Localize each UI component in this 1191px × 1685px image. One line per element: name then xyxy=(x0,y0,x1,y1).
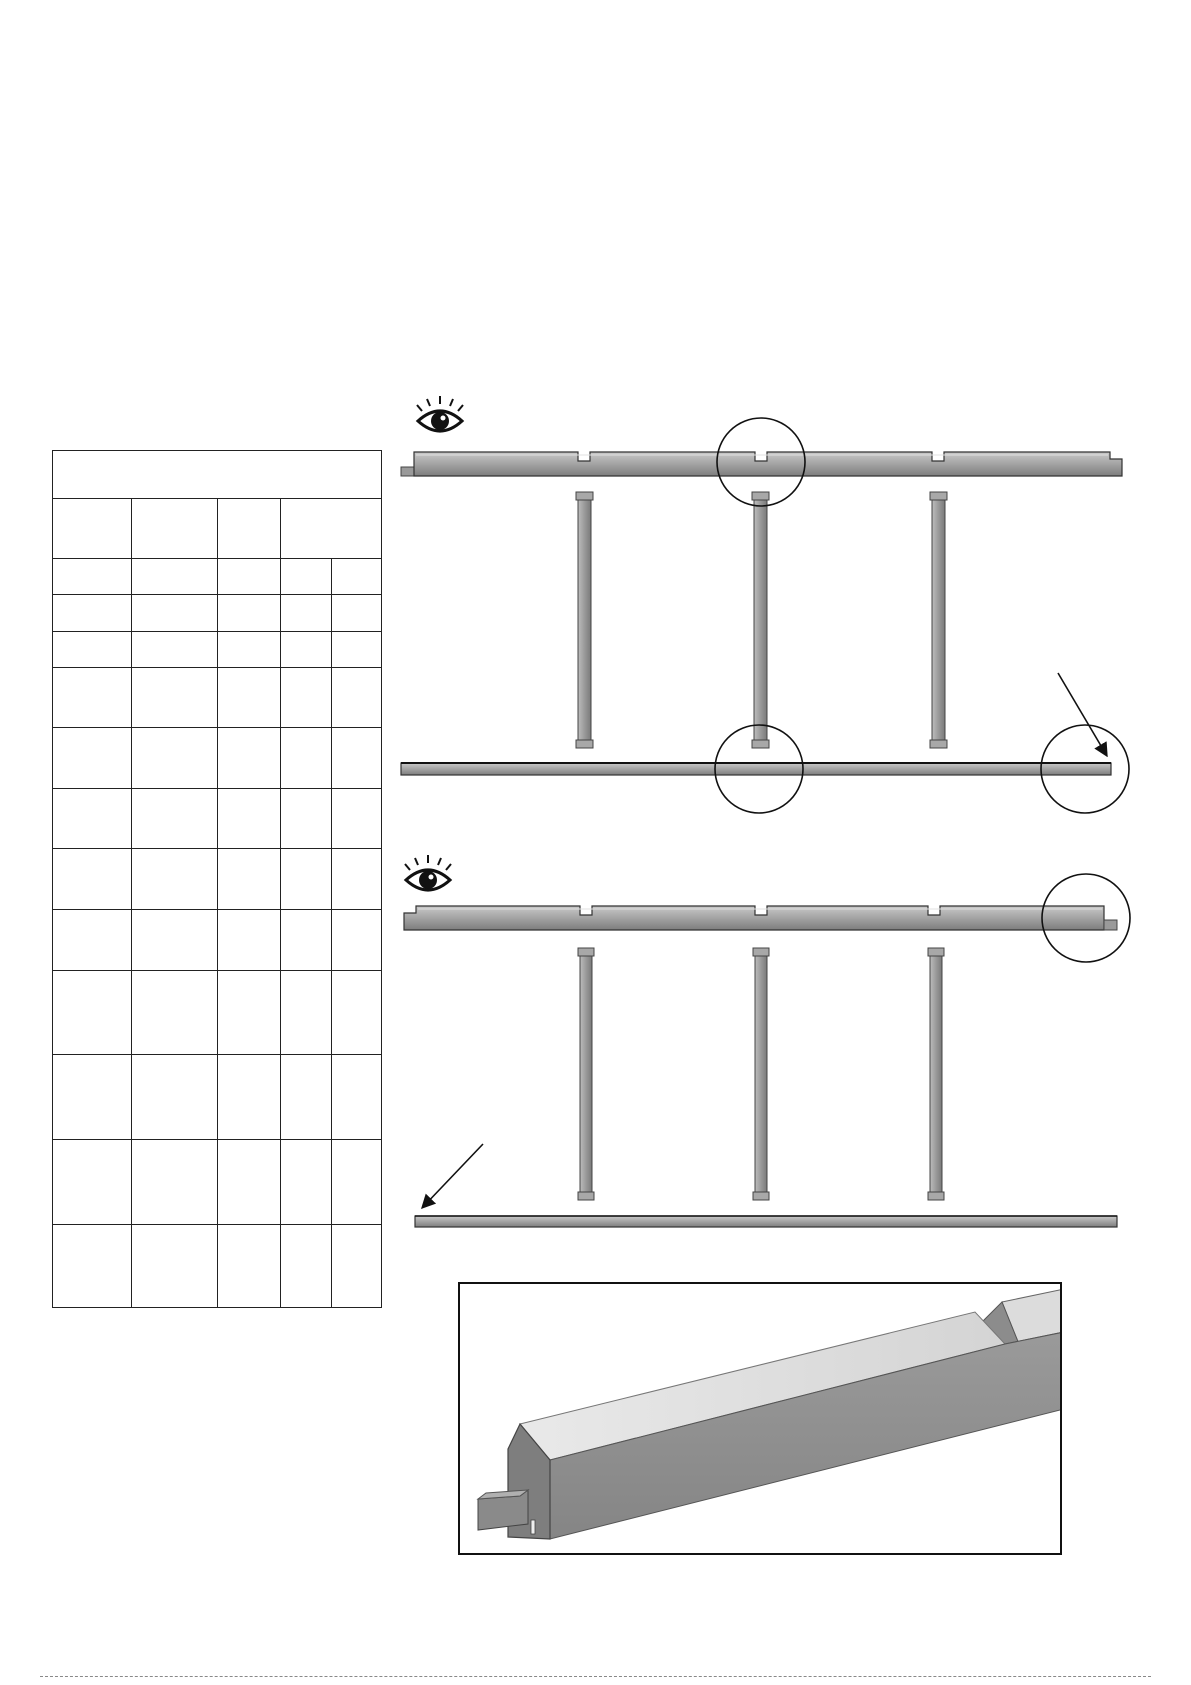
view-2 xyxy=(404,855,1130,1227)
top-board xyxy=(401,452,1122,476)
board-detail-frame xyxy=(458,1282,1062,1555)
eye-icon xyxy=(405,855,451,890)
slat xyxy=(752,492,769,748)
slat xyxy=(753,948,769,1200)
view-1 xyxy=(401,396,1129,813)
bottom-rail xyxy=(415,1216,1117,1227)
board-end-detail xyxy=(460,1284,1062,1555)
pointer-arrow xyxy=(422,1144,483,1208)
page-bottom-rule xyxy=(40,1676,1151,1678)
pointer-arrow xyxy=(1058,673,1107,756)
slat xyxy=(576,492,593,748)
top-board xyxy=(404,906,1117,930)
slat xyxy=(578,948,594,1200)
slat xyxy=(930,492,947,748)
slat xyxy=(928,948,944,1200)
eye-icon xyxy=(417,396,463,431)
bottom-rail xyxy=(401,763,1111,775)
